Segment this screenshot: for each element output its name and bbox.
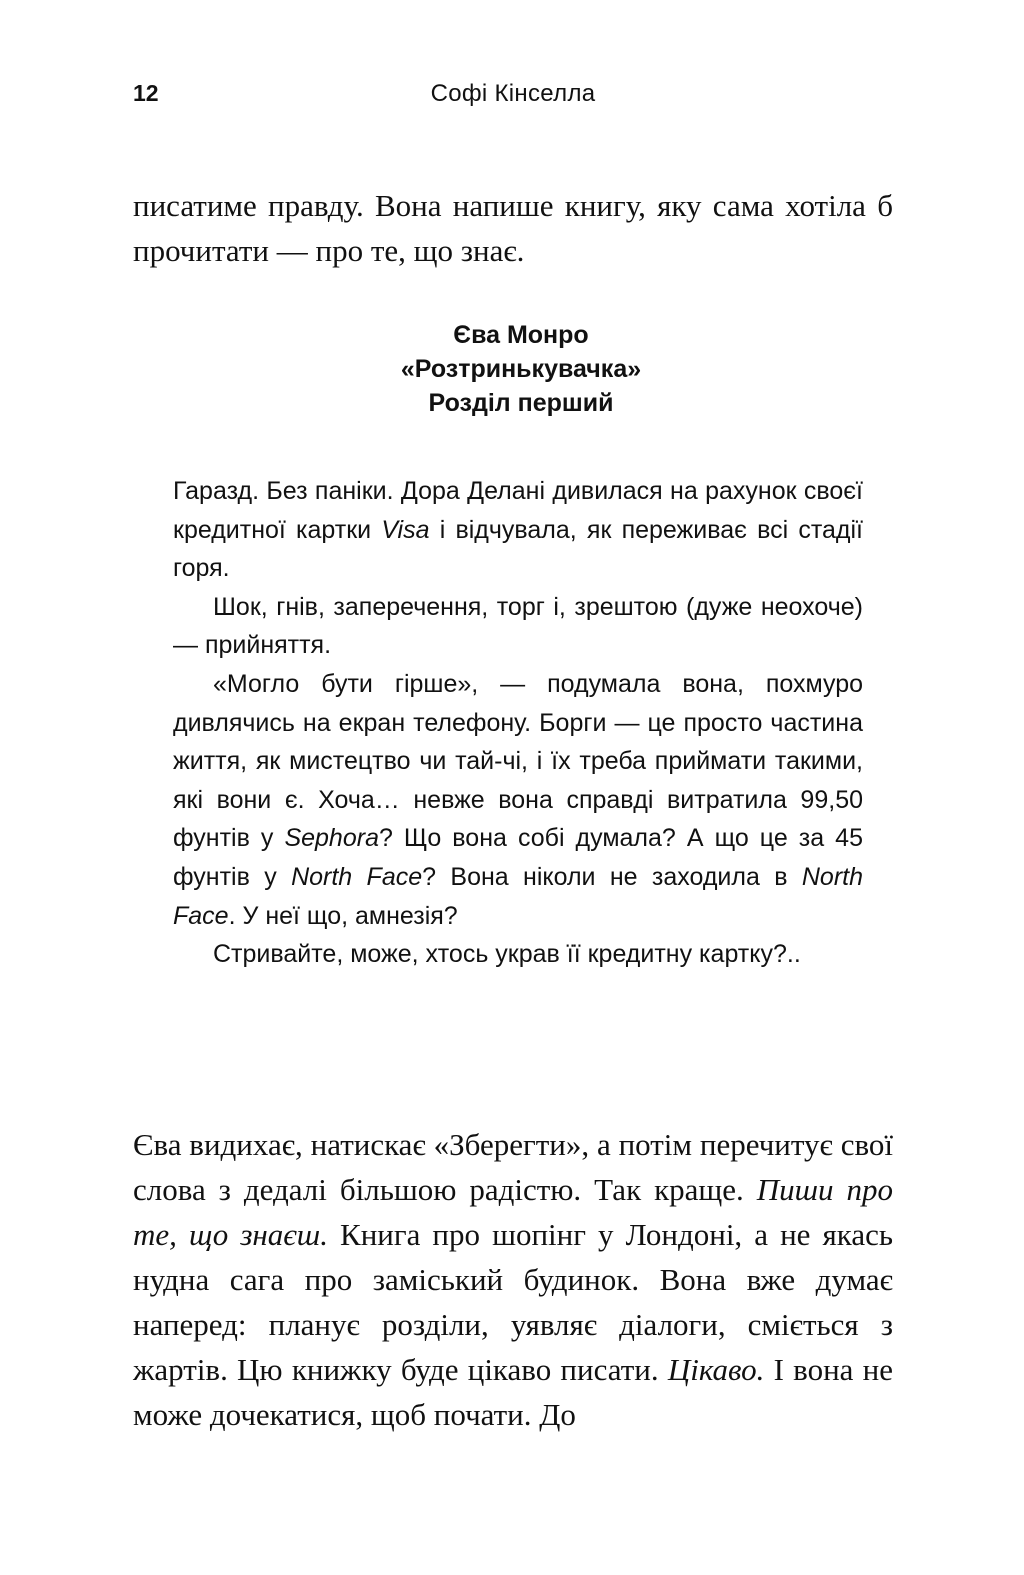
p3-text-a: «Могло бути гірше», — подумала вона, похмуро дивлячись на екран телефону. Борги — це просто частина життя, як мистецтво чи тай-чі, і їх треба приймати такими, які вони є. Хоча… невже вона справді витратила 99,50 фунтів у: [173, 669, 863, 853]
p1-text-b: і відчувала, як переживає всі стадії горя.: [173, 515, 863, 583]
chapter-heading: [133, 318, 909, 420]
page-number: 12: [133, 80, 159, 106]
manuscript-paragraph-1: [173, 472, 863, 588]
manuscript-excerpt: [173, 472, 863, 974]
chapter-number: Розділ перший: [428, 389, 614, 417]
p3-text-c: ? Вона ніколи не заходила в: [422, 862, 802, 891]
p3-text-b: ? Що вона собі думала? А що це за 45 фунтів у: [173, 824, 863, 891]
p1-text-a: Гаразд. Без паніки. Дора Делані дивилася на рахунок своєї кредитної картки: [173, 477, 863, 544]
manuscript-paragraph-3: [173, 665, 863, 935]
closing-text-a: Єва видихає, натискає «Зберегти», а потім перечитує свої слова з дедалі більшою радістю. Так краще.: [133, 1127, 893, 1207]
closing-italic-1: Пиши про те, що знаєш.: [133, 1172, 893, 1252]
closing-italic-2: Цікаво.: [667, 1352, 765, 1387]
opening-text: писатиме правду. Вона напише книгу, яку сама хотіла б прочитати — про те, що знає.: [133, 188, 893, 268]
chapter-book-title: «Розтринькувачка»: [400, 355, 642, 383]
p3-north-face-2: North Face: [173, 862, 863, 930]
p1-visa: Visa: [381, 515, 430, 544]
running-head-author: Софі Кінселла: [430, 80, 596, 107]
manuscript-paragraph-4: Стривайте, може, хтось украв її кредитну картку?..: [213, 940, 801, 969]
manuscript-paragraph-2: Шок, гнів, заперечення, торг і, зрештою (дуже неохоче) — прийняття.: [173, 592, 863, 660]
closing-text: [133, 1122, 893, 1437]
closing-text-c: І вона не може дочекатися, щоб почати. До: [133, 1352, 893, 1432]
chapter-author: Єва Монро: [453, 321, 589, 349]
closing-text-b: Книга про шопінг у Лондоні, а не якась нудна сага про заміський будинок. Вона вже думає наперед: планує розділи, уявляє діалоги, сміється з жартів. Цю книжку буде цікаво писати.: [133, 1217, 894, 1387]
p3-sephora: Sephora: [284, 824, 379, 853]
page-header: [133, 80, 893, 114]
closing-paragraph: [133, 1122, 893, 1437]
opening-paragraph: [133, 183, 893, 273]
p3-north-face-1: North Face: [291, 862, 423, 891]
p3-text-d: . У неї що, амнезія?: [228, 901, 458, 930]
